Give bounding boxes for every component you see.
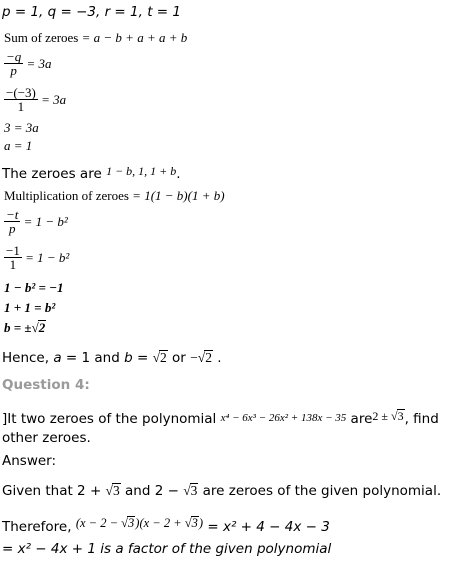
given-text: are zeroes of the given polynomial. (198, 483, 442, 499)
square-root: √2 (152, 350, 167, 365)
product-step-4: 1 + 1 = b² (4, 300, 56, 315)
sum-step-3: 3 = 3a (4, 120, 39, 135)
zeroes-value: 1 − b, 1, 1 + b (106, 164, 177, 178)
factor-part: )(x − 2 + (135, 516, 185, 530)
radicand: 3 (128, 516, 135, 530)
answer-heading: Answer: (2, 453, 57, 469)
hence-text: = 1 and (61, 350, 125, 366)
b-equals: b = ± (4, 320, 32, 335)
step-rhs: = 3a (41, 91, 67, 107)
square-root: √3 (105, 483, 120, 498)
polynomial: x⁴ − 6x³ − 26x² + 138x − 35 (220, 412, 347, 424)
question-line-2: other zeroes. (2, 430, 91, 446)
square-root: √3 (390, 409, 404, 423)
given-zeroes (372, 409, 404, 423)
given-text: Given that 2 + (2, 483, 106, 499)
factor-conclusion: = x² − 4x + 1 is a factor of the given polynomial (2, 541, 332, 557)
radicand: 3 (397, 409, 404, 423)
therefore-text: Therefore, (2, 519, 76, 535)
fraction-denominator: 1 (9, 257, 17, 272)
var-b: b (124, 350, 133, 366)
question-text: are (350, 411, 373, 427)
square-root: √3 (121, 516, 135, 530)
radicand: 3 (112, 483, 120, 498)
radicand: 3 (190, 483, 198, 498)
fraction-denominator: p (10, 63, 17, 78)
product-step-3: 1 − b² = −1 (4, 280, 64, 295)
question-heading: Question 4: (2, 377, 90, 393)
sum-step-4: a = 1 (4, 138, 33, 153)
factor-product (76, 516, 203, 530)
hence-line (2, 350, 222, 366)
fraction-numerator: −1 (6, 243, 20, 258)
fraction-denominator: p (8, 221, 16, 236)
step-rhs: = 1 − b² (25, 249, 70, 265)
sum-of-zeroes-line (4, 30, 187, 46)
question-text: ]It two zeroes of the polynomial (2, 411, 217, 427)
factor-part: ) (198, 516, 204, 530)
zeroes-prefix: 2 ± (372, 409, 391, 423)
fraction (4, 208, 20, 235)
radicand: 2 (159, 350, 167, 365)
square-root: √3 (183, 483, 198, 498)
therefore-rhs: = x² + 4 − 4x − 3 (207, 519, 330, 535)
given-values: p = 1, q = −3, r = 1, t = 1 (2, 4, 181, 20)
factor-part: (x − 2 − (75, 516, 122, 530)
sum-step-2 (4, 86, 66, 113)
hence-text: Hence, (2, 350, 54, 366)
question-line-1 (2, 408, 439, 427)
product-step-5 (4, 320, 46, 336)
hence-text: = (132, 350, 153, 366)
radicand: 2 (38, 320, 46, 335)
product-of-zeroes-line (4, 188, 225, 204)
sum-step-1 (4, 50, 52, 77)
sum-label: Sum of zeroes (4, 30, 79, 45)
minus-sign: − (190, 350, 198, 365)
zeroes-suffix: . (176, 166, 181, 182)
square-root: √2 (197, 350, 212, 365)
product-step-1 (4, 208, 68, 235)
step-rhs: = 3a (26, 55, 52, 71)
square-root: √3 (184, 516, 198, 530)
product-expression: = 1(1 − b)(1 + b) (132, 188, 225, 203)
fraction-numerator: −(−3) (6, 85, 36, 100)
var-a: a (53, 350, 62, 366)
sum-expression: = a − b + a + a + b (81, 30, 188, 45)
radicand: 2 (205, 350, 212, 365)
fraction-numerator: −t (6, 207, 19, 222)
radicand: 3 (191, 516, 198, 530)
hence-text: or (167, 350, 191, 366)
square-root: √2 (31, 320, 46, 335)
product-label: Multiplication of zeroes (4, 188, 129, 203)
given-line (2, 483, 441, 499)
question-text: , find (404, 411, 439, 427)
fraction-denominator: 1 (17, 99, 25, 114)
fraction (4, 50, 23, 77)
fraction (4, 244, 22, 271)
fraction-numerator: −q (6, 49, 22, 64)
given-text: and 2 − (120, 483, 184, 499)
step-rhs: = 1 − b² (23, 213, 68, 229)
hence-text: . (212, 350, 222, 366)
zeroes-prefix: The zeroes are (2, 166, 102, 182)
therefore-line (2, 515, 330, 535)
zeroes-line (2, 163, 181, 182)
fraction (4, 86, 38, 113)
product-step-2 (4, 244, 69, 271)
